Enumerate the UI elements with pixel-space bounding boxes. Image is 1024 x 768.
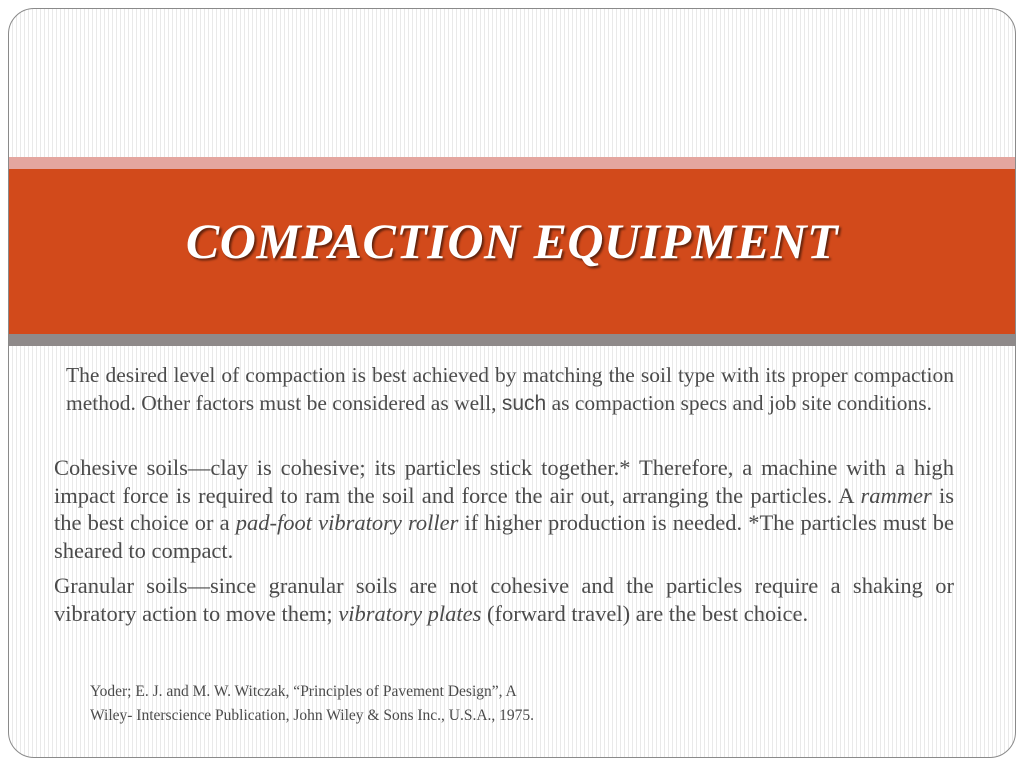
citation-line-2: Wiley- Interscience Publication, John Wiley & Sons Inc., U.S.A., 1975. <box>90 707 535 724</box>
citation <box>90 680 650 728</box>
cohesive-text-3: if higher production is needed. *The particles must be sheared to compact. <box>54 510 954 563</box>
title-bottom-strip <box>9 334 1015 346</box>
granular-text-2: (forward travel) are the best choice. <box>481 600 809 626</box>
vibratory-plates-term: vibratory plates <box>338 600 482 626</box>
cohesive-text-2: is the best choice or a <box>54 482 954 535</box>
granular-text-1: Granular soils—since granular soils are not cohesive and the particles require a shaking or vibratory action to move them; <box>54 573 954 626</box>
title-top-strip <box>9 157 1015 169</box>
rammer-term: rammer <box>860 482 932 508</box>
intro-text-start: The desired level of compaction is best achieved by matching the soil type with its proper compaction method. Other factors must be considered as well, <box>66 363 954 415</box>
granular-soils-paragraph <box>54 572 954 627</box>
intro-sans-word: such <box>501 391 547 415</box>
cohesive-text-1: Cohesive soils—clay is cohesive; its particles stick together.* Therefore, a machine with a high impact force is required to ram the soil and force the air out, arranging the particles. A <box>54 455 954 508</box>
intro-text-end: as compaction specs and job site conditions. <box>546 390 932 415</box>
slide-title: COMPACTION EQUIPMENT <box>185 213 839 269</box>
cohesive-soils-paragraph <box>54 454 954 564</box>
citation-line-1: Yoder; E. J. and M. W. Witczak, “Principles of Pavement Design”, A <box>90 683 517 700</box>
intro-paragraph <box>66 362 954 417</box>
roller-term: pad-foot vibratory roller <box>235 510 459 535</box>
